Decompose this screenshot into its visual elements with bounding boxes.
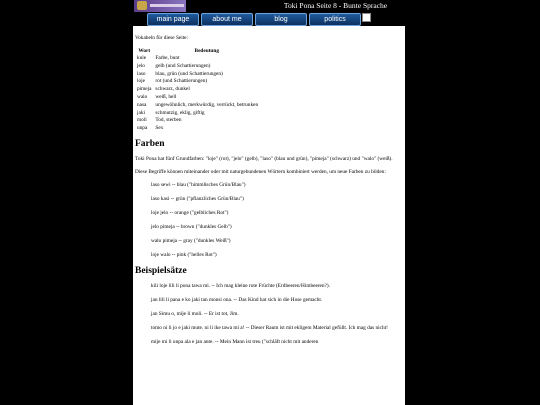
example-sentence: kili loje lili li pona tawa mi. -- Ich mag kleine rote Früchte (Erdbeeren/Himbeeren?). (151, 282, 330, 289)
color-example: laso kasi -- grün ("pflanzliches Grün/Blau") (151, 195, 244, 202)
color-example: walo pimeja -- gray ("dunkles Weiß") (151, 237, 231, 244)
vocab-word: walo (137, 93, 148, 100)
vocab-meaning: Sex (155, 125, 164, 132)
example-sentence: jan lili li pana e ko jaki tan monsi ona. -- Das Kind hat sich in die Hose gemacht. (151, 296, 323, 303)
vocab-meaning: blau, grün (und Schattierungen) (155, 70, 223, 77)
section-heading-farben: Farben (135, 138, 165, 149)
example-sentence: mije mi li unpa ala e jan ante. -- Mein Mann ist treu ("schläft nicht mit anderen (151, 338, 319, 345)
table-row (135, 94, 260, 102)
table-row (135, 125, 260, 133)
table-row (135, 117, 260, 125)
nav-politics[interactable]: politics (309, 13, 361, 26)
nav-bar (133, 12, 405, 26)
vocab-word: unpa (137, 125, 148, 132)
color-example: jelo pimeja -- brown ("dunkles Gelb") (151, 223, 232, 230)
color-example: loje walo -- pink ("helles Rot") (151, 251, 217, 258)
nav-blog[interactable]: blog (255, 13, 307, 26)
header-bar (133, 0, 405, 12)
vocab-word: jelo (137, 62, 145, 69)
table-row (135, 102, 260, 110)
vocab-meaning: ungewöhnlich, merkwürdig, verrückt, betrunken (155, 101, 259, 108)
section-heading-beispielsaetze: Beispielsätze (135, 265, 187, 276)
color-example: laso sewi -- blau ("himmlisches Grün/Blau") (151, 181, 246, 188)
vocab-word: nasa (137, 101, 147, 108)
table-row (135, 86, 260, 94)
logo-icon (137, 1, 147, 10)
main-content (135, 28, 401, 353)
vocab-word: moli (137, 117, 147, 124)
color-example: loje jelo -- orange ("gelbliches Rot") (151, 209, 229, 216)
table-row (135, 55, 260, 63)
nav-main-page[interactable]: main page (147, 13, 199, 26)
vocab-meaning: schwarz, dunkel (155, 86, 190, 93)
example-sentence: tomo ni li jo e jaki mute. ni li ike tawa mi a! -- Dieser Raum ist mit ekligem Material gefüllt. Ich mag das nicht! (151, 324, 388, 331)
table-row (135, 63, 260, 71)
vocab-word: laso (137, 70, 146, 77)
site-logo[interactable] (134, 0, 186, 12)
farben-paragraph-2: Diese Begriffe können miteinander oder mit naturgebundenen Wörtern kombiniert werden, um neue Farben zu bilden: (135, 168, 386, 175)
vocab-header-meaning: Bedeutung (194, 48, 219, 54)
vocab-intro: Vokabeln für diese Seite: (135, 35, 189, 41)
table-row (135, 110, 260, 118)
vocab-meaning: gelb (und Schattierungen) (155, 62, 211, 69)
vocab-meaning: rot (und Schattierungen) (155, 78, 208, 85)
vocab-table (135, 47, 260, 133)
vocab-meaning: schmutzig, eklig, giftig (155, 109, 205, 116)
vocab-word: kule (137, 55, 147, 61)
page (133, 0, 405, 405)
vocab-meaning: Farbe, bunt (155, 55, 180, 61)
farben-paragraph-1: Toki Pona hat fünf Grundfarben: "loje" (rot), "jelo" (gelb), "laso" (blau und grün), "pimeja" (schwarz) und "walo" (weiß). (135, 155, 393, 162)
table-row (135, 78, 260, 86)
broken-image-icon[interactable] (362, 13, 371, 22)
vocab-word: loje (137, 78, 145, 85)
vocab-word: pimeja (137, 86, 152, 93)
vocab-meaning: weiß, hell (155, 93, 177, 100)
vocab-meaning: Tod, sterben (155, 117, 182, 124)
example-sentence: jan Simu o, mije li moli. -- Er ist tot, Jim. (151, 310, 239, 317)
site-title: Toki Pona Seite 8 - Bunte Sprache (283, 1, 388, 10)
logo-banner (150, 4, 184, 7)
vocab-header-row (135, 47, 260, 55)
nav-about-me[interactable]: about me (201, 13, 253, 26)
vocab-header-word: Wort (138, 48, 151, 54)
vocab-word: jaki (137, 109, 145, 116)
